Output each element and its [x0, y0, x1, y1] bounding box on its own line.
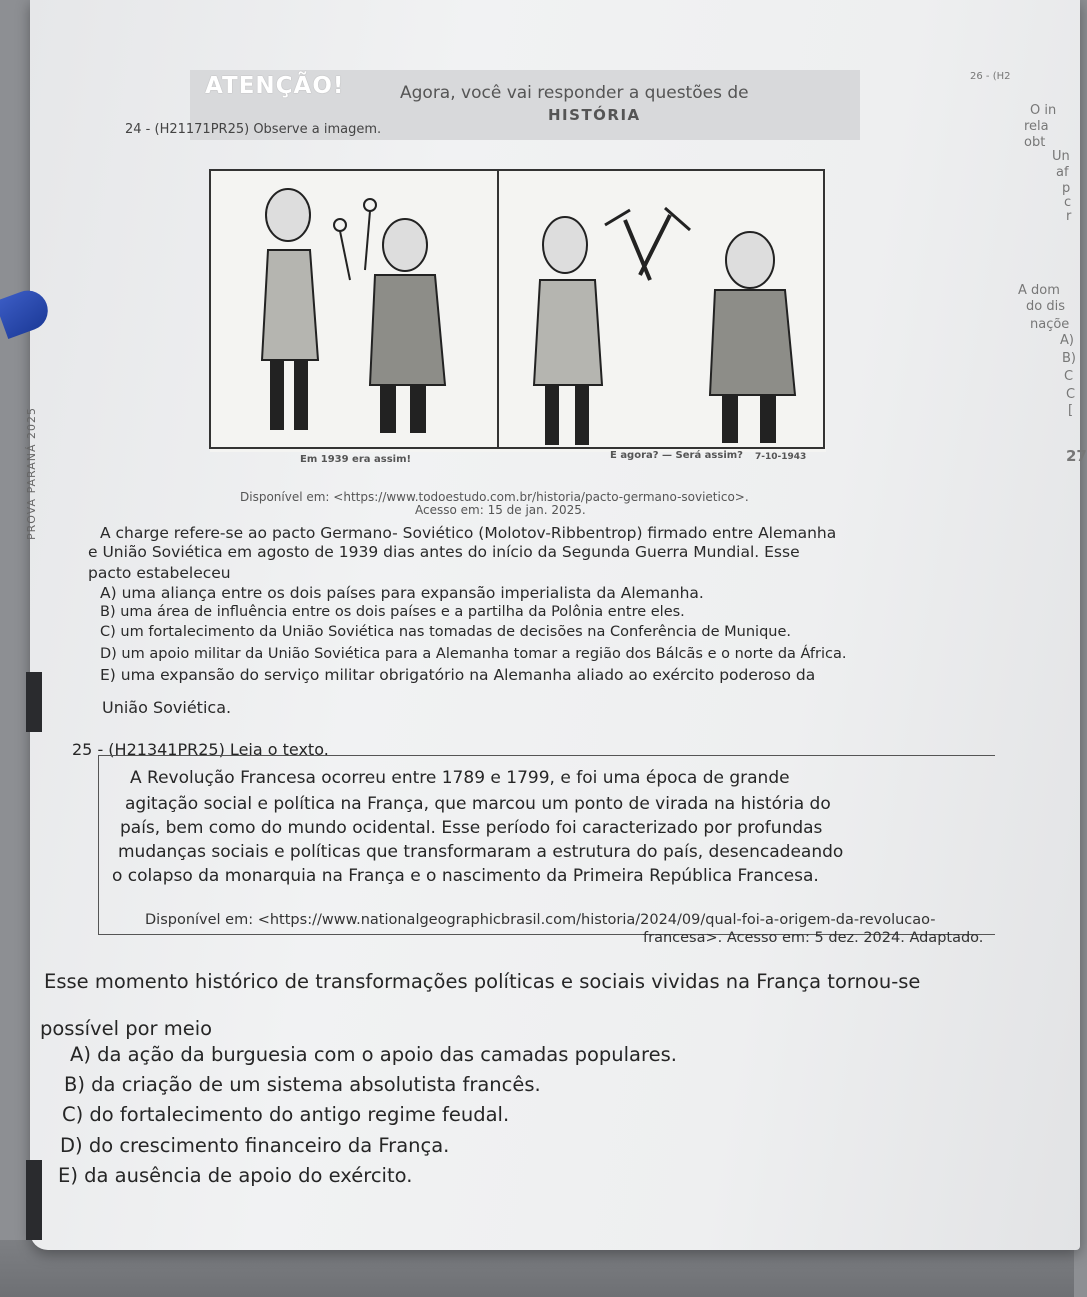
question-25-intro: 25 - (H21341PR25) Leia o texto. — [72, 740, 329, 759]
q24-stem-line1: A charge refere-se ao pacto Germano- Soviético (Molotov-Ribbentrop) firmado entre Alemanha — [100, 524, 837, 542]
q25-source-line1: Disponível em: <https://www.nationalgeographicbrasil.com/historia/2024/09/qual-foi-a-origem-da-revolucao- — [145, 912, 936, 928]
q24-source-line1: Disponível em: <https://www.todoestudo.com.br/historia/pacto-germano-sovietico>. — [240, 490, 749, 504]
q24-option-d: D) um apoio militar da União Soviética para a Alemanha tomar a região dos Bálcãs e o norte da África. — [100, 646, 847, 662]
cartoon-date: 7-10-1943 — [755, 452, 807, 462]
text-line: A Revolução Francesa ocorreu entre 1789 e 1799, e foi uma época de grande — [130, 768, 790, 788]
q24-stem-line3: pacto estabeleceu — [88, 564, 231, 582]
fragment: do dis — [1026, 299, 1065, 314]
fragment: naçõe — [1030, 317, 1070, 332]
text-line: mudanças sociais e políticas que transformaram a estrutura do país, desencadeando — [118, 842, 844, 862]
intro-text: Agora, você vai responder a questões de — [400, 83, 749, 103]
q24-option-e-line1: E) uma expansão do serviço militar obrigatório na Alemanha aliado ao exército poderoso da — [100, 666, 816, 684]
fragment: obt — [1024, 135, 1046, 150]
q24-stem-line2: e União Soviética em agosto de 1939 dias antes do início da Segunda Guerra Mundial. Esse — [88, 543, 800, 561]
fragment: A) — [1060, 333, 1074, 348]
binder-edge-bottom — [26, 1160, 42, 1240]
fragment: p — [1062, 181, 1071, 196]
text-line: agitação social e política na França, que marcou um ponto de virada na história do — [125, 794, 831, 814]
fragment: A dom — [1018, 283, 1060, 298]
text-line: país, bem como do mundo ocidental. Esse período foi caracterizado por profundas — [120, 818, 823, 838]
q25-option-c: C) do fortalecimento do antigo regime feudal. — [62, 1103, 510, 1126]
attention-heading: ATENÇÃO! — [205, 73, 345, 99]
fragment: C — [1066, 387, 1076, 402]
fragment: 27 — [1066, 447, 1087, 465]
q24-option-e-line2: União Soviética. — [102, 698, 232, 717]
q25-option-b: B) da criação de um sistema absolutista francês. — [64, 1073, 541, 1096]
cartoon-drawing — [210, 170, 826, 452]
cartoon-caption-right: E agora? — Será assim? — [610, 450, 743, 461]
fragment: B) — [1062, 351, 1076, 366]
political-cartoon — [210, 170, 826, 465]
q25-option-e: E) da ausência de apoio do exército. — [58, 1164, 413, 1187]
q24-option-c: C) um fortalecimento da União Soviética nas tomadas de decisões na Conferência de Munique. — [100, 624, 792, 640]
binder-edge-top — [26, 672, 42, 732]
subject-title: HISTÓRIA — [548, 106, 641, 124]
fragment: c — [1064, 195, 1072, 210]
side-label: PROVA PARANÁ 2025 — [25, 406, 38, 540]
q24-option-a: A) uma aliança entre os dois países para expansão imperialista da Alemanha. — [100, 584, 704, 602]
fragment: 26 - (H2 — [970, 71, 1011, 82]
q25-source-line2: francesa>. Acesso em: 5 dez. 2024. Adaptado. — [643, 930, 984, 946]
fragment: Un — [1052, 149, 1070, 164]
q24-source-line2: Acesso em: 15 de jan. 2025. — [415, 503, 586, 517]
q25-stem-line2: possível por meio — [40, 1017, 213, 1040]
fragment: af — [1056, 165, 1069, 180]
q24-option-b: B) uma área de influência entre os dois países e a partilha da Polônia entre eles. — [100, 604, 685, 620]
text-line: o colapso da monarquia na França e o nascimento da Primeira República Francesa. — [112, 866, 819, 886]
q25-stem-line1: Esse momento histórico de transformações políticas e sociais vividas na França tornou-se — [44, 970, 921, 993]
fragment: [ — [1068, 403, 1074, 418]
q25-option-a: A) da ação da burguesia com o apoio das camadas populares. — [70, 1043, 677, 1066]
cartoon-caption-left: Em 1939 era assim! — [300, 454, 412, 465]
fragment: rela — [1024, 119, 1049, 134]
question-24-intro: 24 - (H21171PR25) Observe a imagem. — [125, 122, 382, 137]
fragment: r — [1066, 209, 1072, 224]
fragment: O in — [1030, 103, 1057, 118]
fragment: C — [1064, 369, 1074, 384]
q25-option-d: D) do crescimento financeiro da França. — [60, 1134, 450, 1157]
